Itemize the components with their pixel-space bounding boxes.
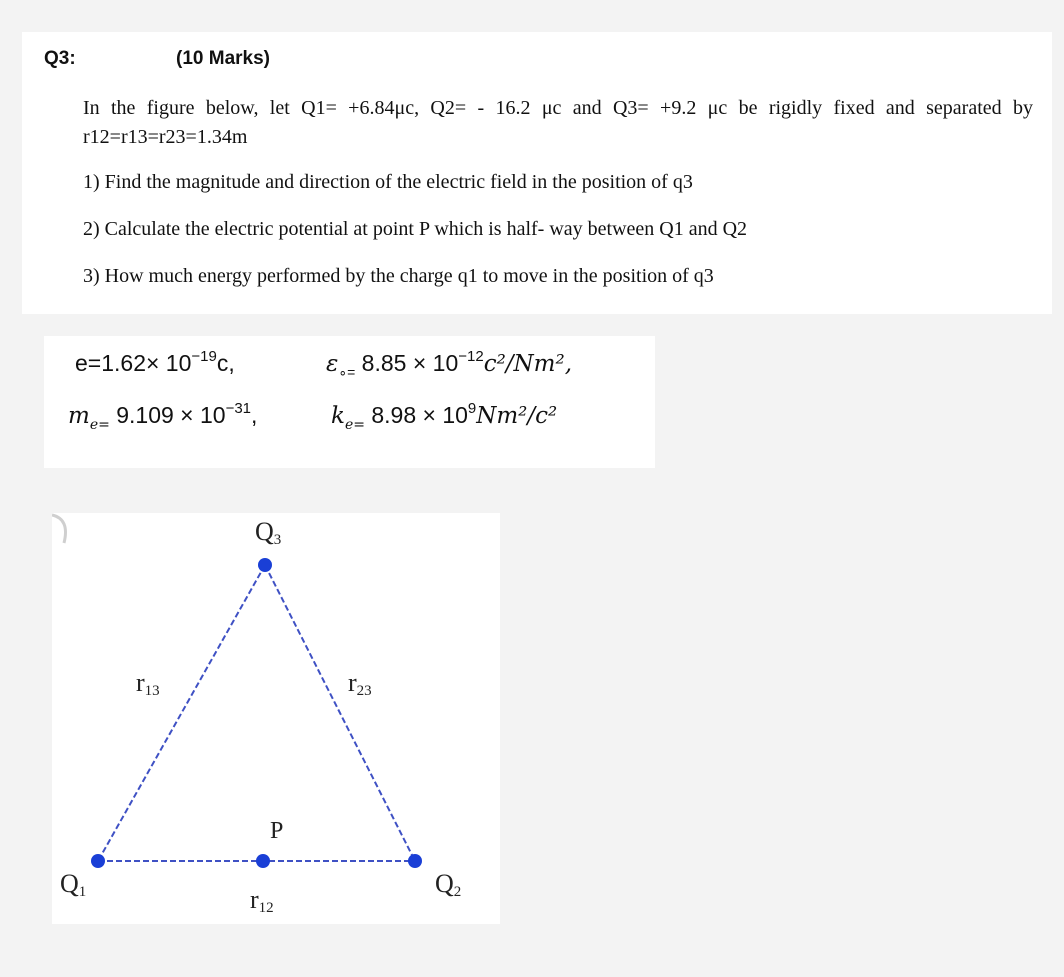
- edge-r23: [265, 565, 415, 861]
- label-r12: $r_{12}$: [250, 885, 274, 916]
- point-p-dot: [256, 854, 270, 868]
- corner-curl: [52, 515, 66, 543]
- triangle-figure: [52, 513, 500, 924]
- charge-q1-dot: [91, 854, 105, 868]
- charge-q2-dot: [408, 854, 422, 868]
- constant-e: $e=1.62\times 10^{-19}c$,: [75, 348, 235, 376]
- constant-me: $m_{e=}$ $9.109 \times 10^{-31}$,: [68, 400, 258, 433]
- label-p: P: [270, 818, 284, 844]
- label-q1: $Q_1$: [60, 869, 87, 900]
- label-r13: $r_{13}$: [136, 668, 160, 699]
- question-number: Q3:: [44, 48, 76, 69]
- constant-ke: $k_{e=}$ $8.98 \times 10^9Nm^2/c^2$: [331, 400, 558, 433]
- question-item-3: 3) How much energy performed by the charge q1 to move in the position of q3: [83, 265, 714, 287]
- triangle-diagram: [52, 513, 500, 924]
- question-item-1: 1) Find the magnitude and direction of the electric field in the position of q3: [83, 171, 693, 193]
- label-r23: $r_{23}$: [348, 668, 372, 699]
- question-intro: In the figure below, let Q1= +6.84μc, Q2= - 16.2 μc and Q3= +9.2 μc be rigidly fixed and separated by r12=r13=r23=1.34m: [83, 97, 1033, 148]
- label-q3: $Q_3$: [255, 517, 282, 548]
- question-card: [22, 32, 1052, 314]
- question-marks: (10 Marks): [176, 48, 270, 69]
- question-item-2: 2) Calculate the electric potential at point P which is half- way between Q1 and Q2: [83, 218, 748, 240]
- constants-box: [44, 336, 655, 468]
- constant-epsilon: $\varepsilon_{\circ=}$ $8.85 \times 10^{-12}c^2$/Nm²,: [326, 348, 573, 380]
- edge-r13: [98, 565, 265, 861]
- charge-q3-dot: [258, 558, 272, 572]
- label-q2: $Q_2$: [435, 869, 462, 900]
